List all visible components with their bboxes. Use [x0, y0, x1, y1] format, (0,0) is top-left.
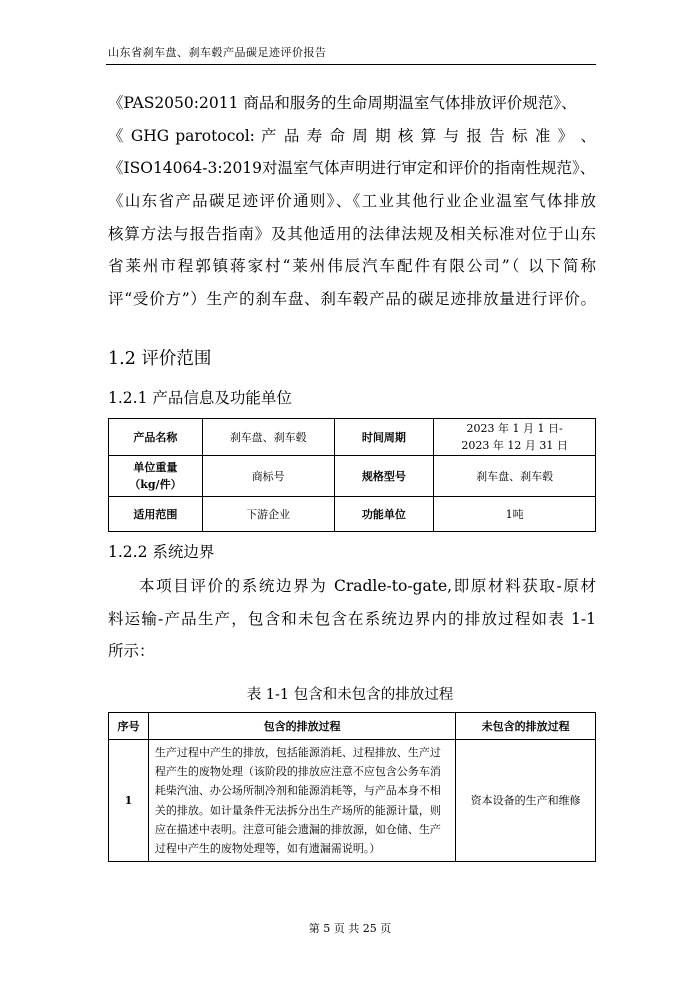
- table-cell: 功能单位: [334, 497, 434, 532]
- intro-paragraph: [108, 87, 596, 316]
- section-heading-1-2-2: 1.2.2 系统边界: [108, 543, 215, 561]
- table-caption: 表 1-1 包含和未包含的排放过程: [246, 687, 454, 703]
- table-cell: 刹车盘、刹车毂: [434, 456, 596, 497]
- intro-line: 《山东省产品碳足迹评价通则》、《工业其他行业企业温室气体排放: [108, 192, 596, 211]
- included-process-cell: 生产过程中产生的排放，包括能源消耗、过程排放、生产过程产生的废物处理（该阶段的排放应注意不应包含公务车消耗柴汽油、办公场所制冷剂和能源消耗等，与产品本身不相关的排放。如计量条件无法拆分出生产场所的能源计量，则应在描述中表明。注意可能会遗漏的排放源，如仓储、生产过程中产生的废物处理等，如有遗漏需说明。）: [148, 740, 455, 862]
- table-cell: 规格型号: [334, 456, 434, 497]
- column-header: 未包含的排放过程: [456, 713, 596, 740]
- header-divider: [106, 64, 596, 65]
- boundary-line: 本项目评价的系统边界为 Cradle-to-gate,即原材料获取-原材: [139, 577, 596, 595]
- section-heading-1-2: 1.2 评价范围: [108, 349, 212, 369]
- intro-line: 《ISO14064-3:2019对温室气体声明进行审定和评价的指南性规范》、: [108, 159, 596, 178]
- table-row: [109, 419, 596, 456]
- excluded-process-cell: 资本设备的生产和维修: [456, 740, 596, 862]
- product-info-table: [108, 418, 596, 532]
- table-cell: 单位重量 （kg/件）: [109, 456, 203, 497]
- table-cell: 时间周期: [334, 419, 434, 456]
- page-header-title: 山东省刹车盘、刹车毂产品碳足迹评价报告: [108, 46, 327, 59]
- table-row: [109, 740, 596, 862]
- table-cell: 产品名称: [109, 419, 203, 456]
- table-cell: 下游企业: [202, 497, 334, 532]
- table-cell: 刹车盘、刹车毂: [202, 419, 334, 456]
- column-header: 包含的排放过程: [148, 713, 455, 740]
- boundary-paragraph: [108, 570, 596, 668]
- table-cell: 适用范围: [109, 497, 203, 532]
- section-heading-1-2-1: 1.2.1 产品信息及功能单位: [108, 389, 292, 407]
- intro-line: 评“受价方”）生产的刹车盘、刹车毂产品的碳足迹排放量进行评价。: [108, 290, 596, 309]
- table-header-row: [109, 713, 596, 740]
- intro-line: 《PAS2050:2011 商品和服务的生命周期温室气体排放评价规范》、: [108, 94, 577, 112]
- boundary-line: 料运输-产品生产，包含和未包含在系统边界内的排放过程如表 1-1: [108, 609, 596, 628]
- row-number: 1: [109, 740, 149, 862]
- intro-line: 《 GHG parotocol: 产 品 寿 命 周 期 核 算 与 报 告 标 准 》 、: [108, 126, 596, 145]
- emission-process-table: [108, 712, 596, 862]
- intro-line: 省莱州市程郭镇蒋家村“莱州伟辰汽车配件有限公司”（ 以下简称: [108, 257, 596, 276]
- intro-line: 核算方法与报告指南》及其他适用的法律法规及相关标准对位于山东: [108, 224, 596, 243]
- table-cell: 1吨: [434, 497, 596, 532]
- table-cell: 2023 年 1 月 1 日- 2023 年 12 月 31 日: [434, 419, 596, 456]
- column-header: 序号: [109, 713, 149, 740]
- boundary-line: 所示：: [108, 642, 155, 661]
- table-cell: 商标号: [202, 456, 334, 497]
- table-row: [109, 497, 596, 532]
- page-number-footer: 第 5 页 共 25 页: [308, 922, 392, 935]
- table-row: [109, 456, 596, 497]
